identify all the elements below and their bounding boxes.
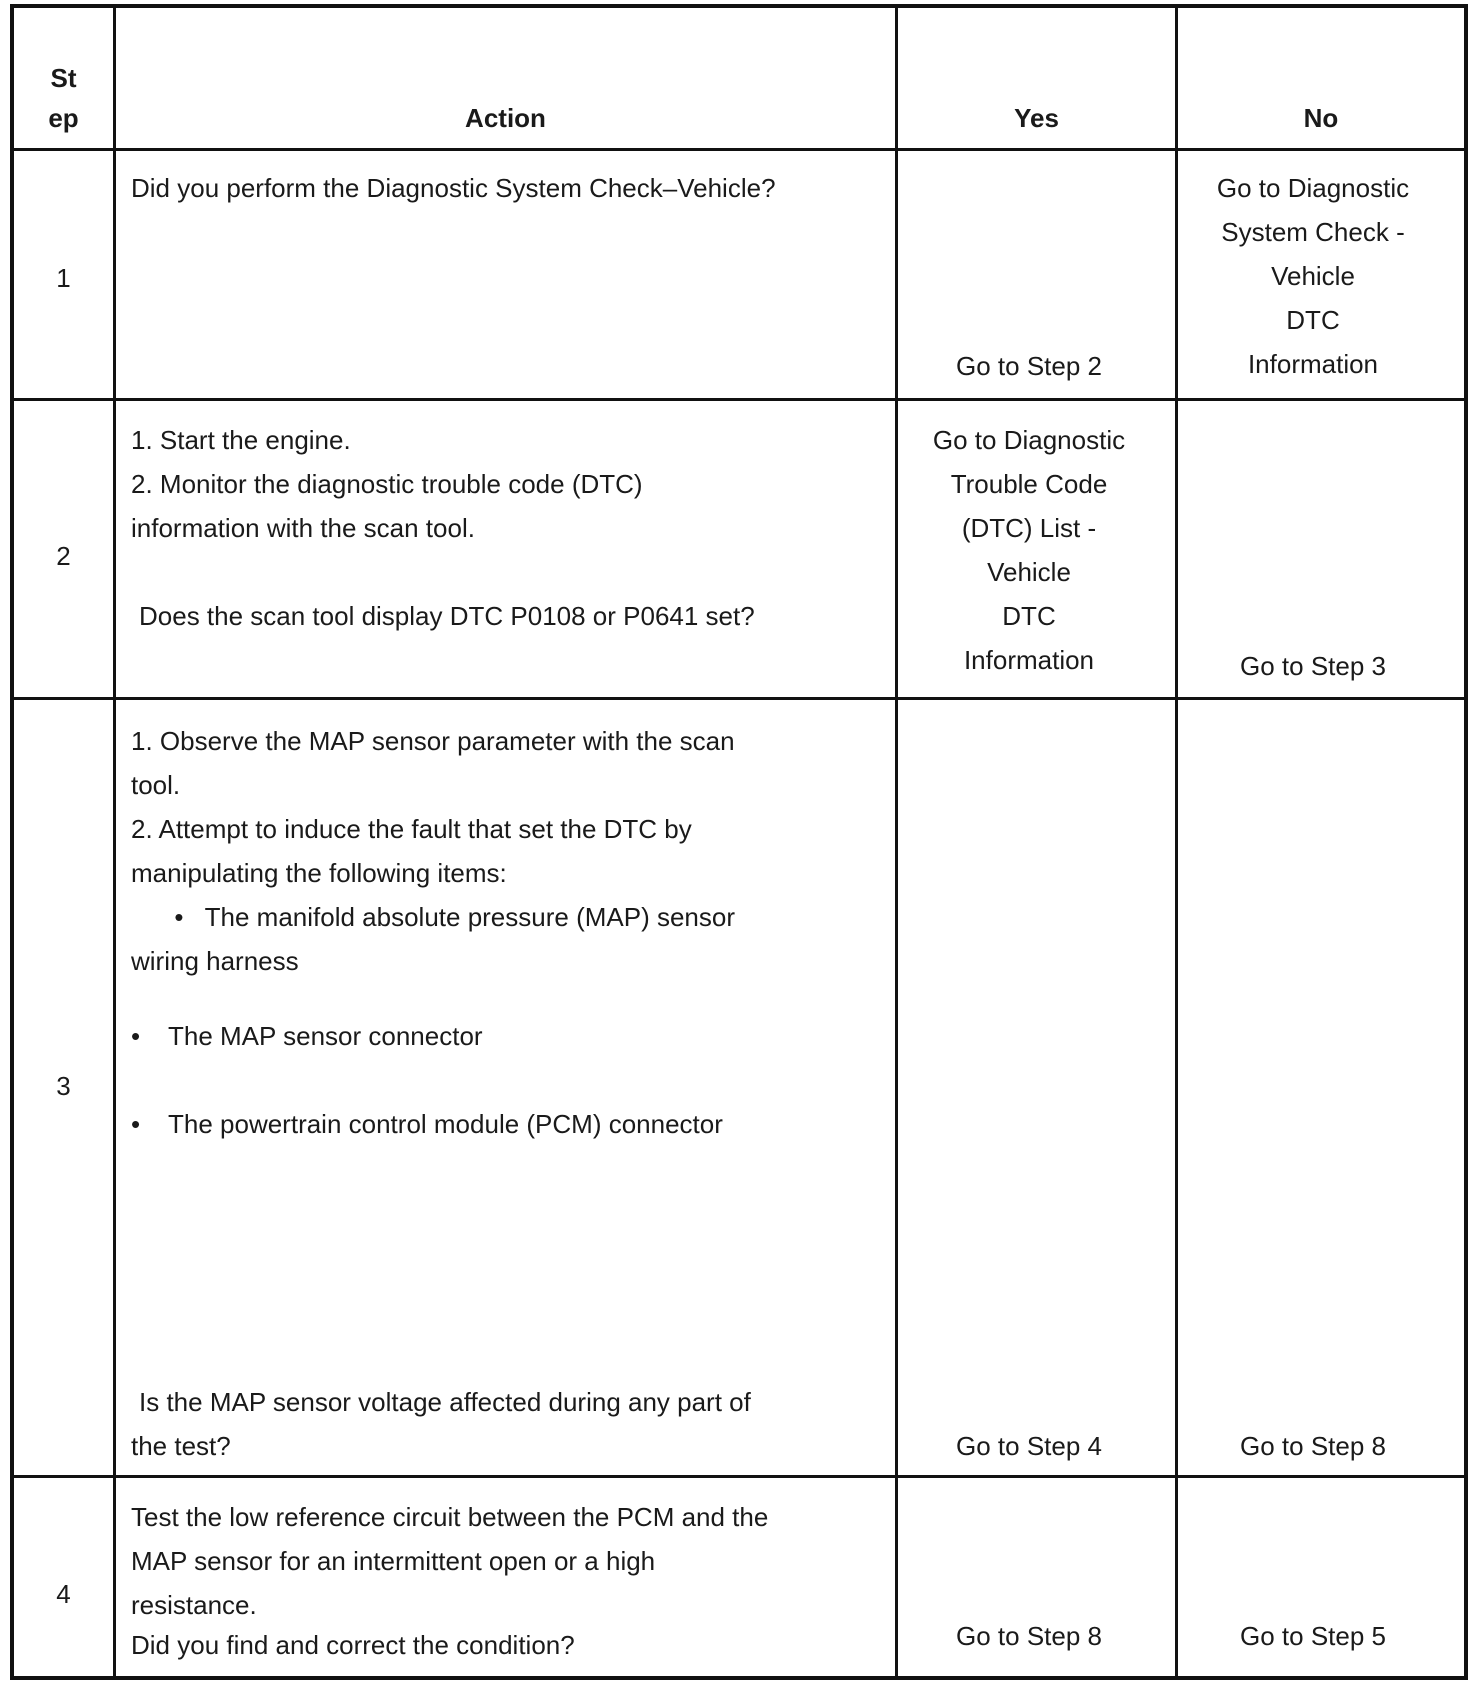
header-no: No (1303, 103, 1339, 133)
yes-result: Go to Step 4 (956, 1431, 1102, 1461)
no-result: Go to Step 8 (1240, 1431, 1386, 1461)
row-divider (10, 148, 1468, 151)
step-number: 1 (56, 263, 71, 293)
action-text: Test the low reference circuit between the PCM and the MAP sensor for an intermittent open or a high resistance. (131, 1502, 769, 1620)
no-result: Go to Step 3 (1240, 651, 1386, 681)
header-action: Action (465, 103, 546, 133)
question-text: Did you find and correct the condition? (131, 1630, 575, 1660)
question-text: Is the MAP sensor voltage affected during any part of the test? (131, 1387, 751, 1461)
action-text: 1. Observe the MAP sensor parameter with the scan tool. 2. Attempt to induce the fault that set the DTC by manipulating the following items: • The manifold absolute pressure (MAP) sensor wiring harness (131, 726, 735, 976)
yes-result: Go to Step 8 (956, 1621, 1102, 1651)
no-result: Go to Diagnostic System Check - Vehicle DTC Information (1216, 173, 1410, 379)
header-step: St ep (48, 63, 79, 133)
row-divider (10, 697, 1468, 700)
diagnostic-table (10, 4, 1468, 1680)
no-result: Go to Step 5 (1240, 1621, 1386, 1651)
bullet-item: • The powertrain control module (PCM) connector (131, 1102, 723, 1146)
step-number: 3 (56, 1071, 71, 1101)
row-divider (10, 1475, 1468, 1478)
yes-result: Go to Diagnostic Trouble Code (DTC) List - Vehicle DTC Information (932, 425, 1126, 675)
bullet-icon: • (131, 1109, 141, 1139)
action-text: 1. Start the engine. 2. Monitor the diagnostic trouble code (DTC) information with the scan tool. (131, 425, 643, 543)
bullet-icon: • (131, 1021, 141, 1051)
yes-result: Go to Step 2 (956, 351, 1102, 381)
row-divider (10, 398, 1468, 401)
question-text: Does the scan tool display DTC P0108 or P0641 set? (139, 601, 755, 631)
table-border-top (10, 4, 1468, 8)
bullet-item: • The MAP sensor connector (131, 1014, 483, 1058)
column-divider (113, 4, 116, 1680)
table-border-bottom (10, 1676, 1468, 1680)
header-yes: Yes (1014, 103, 1059, 133)
step-number: 4 (56, 1579, 71, 1609)
action-text: Did you perform the Diagnostic System Check–Vehicle? (131, 173, 776, 203)
step-number: 2 (56, 541, 71, 571)
table-border-right (1464, 4, 1468, 1680)
